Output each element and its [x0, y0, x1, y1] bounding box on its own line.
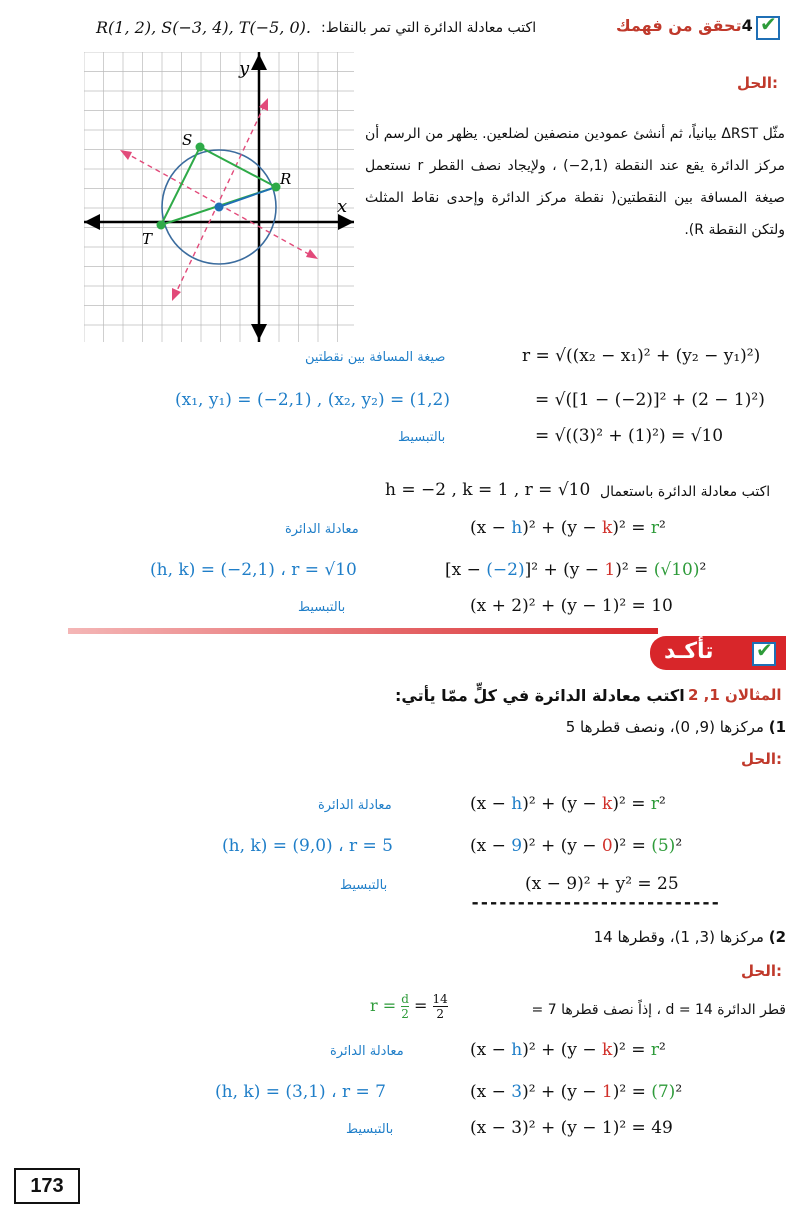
q1-note3: بالتبسيط: [340, 878, 388, 893]
distance-eq1: r = √((x₂ − x₁)² + (y₂ − y₁)²): [522, 346, 761, 366]
q2-text: [594, 928, 786, 946]
distance-note3: بالتبسيط: [398, 430, 446, 445]
q2-note3: بالتبسيط: [346, 1122, 394, 1137]
q1-eq3: (x − 9)² + y² = 25: [525, 874, 679, 894]
point-t-label: T: [142, 230, 153, 248]
write-line-values: h = −2 , k = 1 , r = √10: [385, 480, 591, 500]
q1-eq2: (x − 9)² + (y − 0)² = (5)²: [470, 836, 683, 856]
distance-eq3: = √((3)² + (1)²) = √10: [535, 426, 724, 446]
ex4-eq1: (x − h)² + (y − k)² = r²: [470, 518, 666, 538]
explanation-paragraph: مثّل ΔRST بيانياً، ثم أنشئ عمودين منصفين لضلعين. يظهر من الرسم أن مركز الدائرة يقع عند النقطة (2,1−) ، ولإيجاد نصف القطر r نستعمل صيغة المسافة بين النقطتين( نقطة مركز الدائرة وإحدى نقاط المثلث ولتكن النقطة R).: [365, 126, 785, 238]
circle-graph: [84, 52, 354, 342]
check-icon: [756, 16, 780, 40]
ex4-note1: معادلة الدائرة: [285, 522, 359, 537]
point-r-label: R: [280, 170, 292, 188]
q1-note1: معادلة الدائرة: [318, 798, 392, 813]
solution-label: الحل:: [737, 74, 778, 92]
y-axis-label: y: [239, 58, 250, 79]
q2-diameter-text: قطر الدائرة d = 14 ، إذاً نصف قطرها 7 =: [531, 1002, 786, 1018]
header-badge-text: تحقق من فهمك: [616, 16, 742, 35]
q2-statement: مركزها (3, 1)، وقطرها 14: [593, 928, 764, 946]
ex4-note3: بالتبسيط: [298, 600, 346, 615]
center-point: [215, 203, 224, 212]
header: [96, 14, 786, 44]
page-number: 173: [14, 1168, 80, 1204]
q2-number: 2): [768, 928, 786, 946]
banner-check-icon: [752, 642, 776, 666]
ex4-note2: (h, k) = (−2,1) ، r = √10: [150, 560, 357, 580]
check-banner-label: تأكـد: [664, 639, 714, 664]
q1-eq1: (x − h)² + (y − k)² = r²: [470, 794, 666, 814]
q2-solution-label: الحل:: [741, 962, 782, 980]
write-line-text: اكتب معادلة الدائرة باستعمال: [600, 484, 771, 500]
ex4-eq3: (x + 2)² + (y − 1)² = 10: [470, 596, 673, 616]
header-badge: [616, 16, 753, 35]
check-banner: [650, 636, 786, 670]
q1-note2: (h, k) = (9,0) ، r = 5: [222, 836, 393, 856]
x-axis-label: x: [337, 196, 348, 217]
distance-note2: (x₁, y₁) = (−2,1) , (x₂, y₂) = (1,2): [175, 390, 450, 410]
distance-note1: صيغة المسافة بين نقطتين: [305, 350, 446, 365]
q1-statement: مركزها (9, 0)، ونصف قطرها 5: [565, 718, 764, 736]
header-instruction: اكتب معادلة الدائرة التي تمر بالنقاط:: [321, 20, 537, 36]
q1-separator: ---------------------------: [470, 893, 720, 913]
examples-label: المثالان 1, 2: [688, 686, 782, 704]
q1-number: 1): [768, 718, 786, 736]
q1-solution-label: الحل:: [741, 750, 782, 768]
header-number: 4: [741, 16, 753, 35]
q2-eq3: (x − 3)² + (y − 1)² = 49: [470, 1118, 673, 1138]
q2-eq2: (x − 3)² + (y − 1)² = (7)²: [470, 1082, 683, 1102]
q2-note2: (h, k) = (3,1) ، r = 7: [215, 1082, 386, 1102]
examples-instruction: اكتب معادلة الدائرة في كلٍّ ممّا يأتي:: [395, 686, 685, 705]
distance-eq2: = √([1 − (−2)]² + (2 − 1)²): [535, 390, 765, 410]
q2-eq1: (x − h)² + (y − k)² = r²: [470, 1040, 666, 1060]
q2-radius-calc: r = $\frac{d}{2}$ = $\frac{14}{2}$: [370, 992, 448, 1021]
point-s-label: S: [182, 131, 193, 149]
header-points: R(1, 2), S(−3, 4), T(−5, 0).: [96, 18, 311, 37]
q1-text: [566, 718, 786, 736]
section-divider: [68, 628, 658, 634]
q2-note1: معادلة الدائرة: [330, 1044, 404, 1059]
ex4-eq2: [x − (−2)]² + (y − 1)² = (√10)²: [445, 560, 707, 580]
